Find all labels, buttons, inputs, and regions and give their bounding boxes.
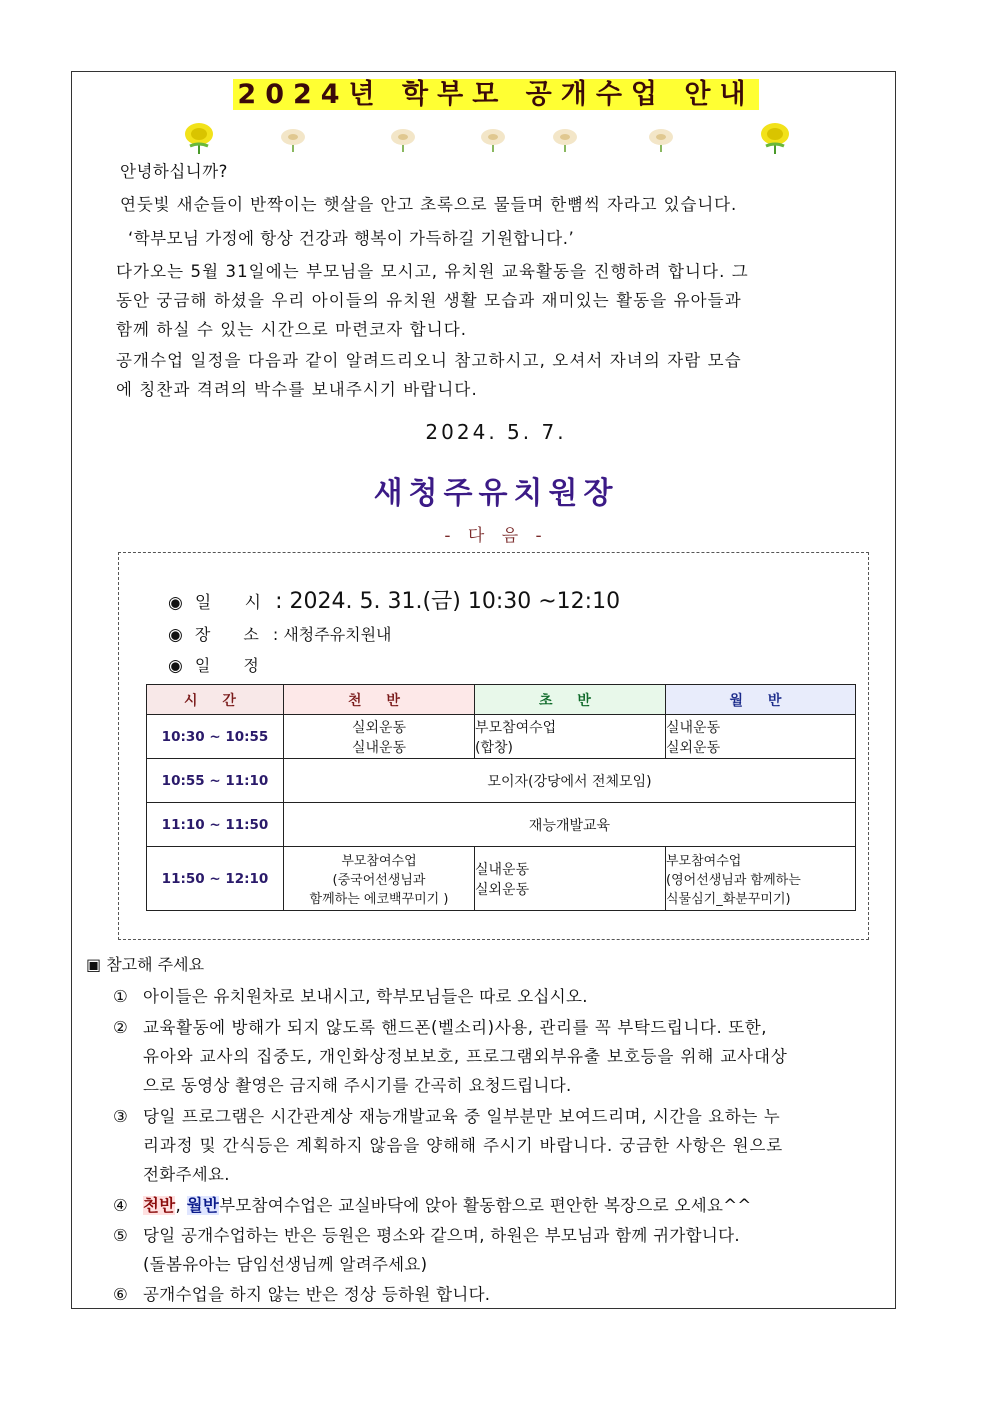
pale-flower-icon (388, 126, 418, 152)
note-number: ② (113, 1018, 129, 1037)
note-continuation: 으로 동영상 촬영은 금지해 주시기를 간곡히 요청드립니다. (143, 1076, 572, 1095)
principal-signature: 새청주유치원장 (373, 476, 619, 511)
flower-decoration (170, 120, 810, 160)
intro-line: 에 칭찬과 격려의 박수를 보내주시기 바랍니다. (116, 380, 478, 399)
note-continuation: 전화주세요. (143, 1165, 230, 1184)
header-time: 시 간 (147, 685, 284, 715)
wol-cell: 실내운동 실외운동 (666, 715, 856, 759)
pale-flower-icon (550, 126, 580, 152)
header-cheon: 천 반 (284, 685, 475, 715)
bullet-icon: ◉ (168, 625, 183, 645)
note-item: ② 교육활동에 방해가 되지 않도록 핸드폰(벨소리)사용, 관리를 꼭 부탁드립니다. 또한, (113, 1018, 768, 1037)
table-row (147, 847, 856, 911)
note-continuation: (돌봄유아는 담임선생님께 알려주세요) (143, 1255, 428, 1274)
pale-flower-icon (646, 126, 676, 152)
yellow-flower-icon (756, 120, 794, 154)
document-date: 2024. 5. 7. (425, 420, 567, 444)
merged-cell: 모이자(강당에서 전체모임) (284, 759, 856, 803)
info-where (168, 622, 392, 645)
pale-flower-icon (278, 126, 308, 152)
following-heading: - 다 음 - (444, 526, 548, 546)
document-title: 2024년 학부모 공개수업 안내 (0, 72, 992, 111)
table-row (147, 759, 856, 803)
yellow-flower-icon (180, 120, 218, 154)
intro-line: 공개수업 일정을 다음과 같이 알려드리오니 참고하시고, 오셔서 자녀의 자람 모습 (116, 351, 742, 370)
note-number: ⑤ (113, 1226, 129, 1245)
table-row (147, 715, 856, 759)
info-value: : 2024. 5. 31.(금) 10:30 ~12:10 (275, 589, 621, 614)
note-item: ⑤ 당일 공개수업하는 반은 등원은 평소와 같으며, 하원은 부모님과 함께 귀가합니다. (113, 1226, 740, 1245)
merged-cell: 재능개발교육 (284, 803, 856, 847)
cheon-cell: 부모참여수업 (중국어선생님과 함께하는 에코백꾸미기 ) (284, 847, 475, 911)
info-schedule (168, 653, 273, 676)
time-cell: 11:10 ~ 11:50 (147, 803, 284, 847)
note-continuation: 유아와 교사의 집중도, 개인화상정보보호, 프로그램외부유출 보호등을 위해 교사대상 (143, 1047, 788, 1066)
header-cho: 초 반 (475, 685, 666, 715)
intro-line: 연둣빛 새순들이 반짝이는 햇살을 안고 초록으로 물들며 한뼘씩 자라고 있습니다. (120, 195, 738, 214)
table-header-row (147, 685, 856, 715)
note-number: ⑥ (113, 1285, 129, 1304)
intro-line: 다가오는 5월 31일에는 부모님을 모시고, 유치원 교육활동을 진행하려 합니다. 그 (116, 262, 749, 281)
cho-cell: 부모참여수업 (합창) (475, 715, 666, 759)
time-cell: 11:50 ~ 12:10 (147, 847, 284, 911)
wol-cell: 부모참여수업 (영어선생님과 함께하는 식물심기_화분꾸미기) (666, 847, 856, 911)
bullet-icon: ◉ (168, 656, 183, 676)
note-number: ③ (113, 1107, 129, 1126)
note-item: ① 아이들은 유치원차로 보내시고, 학부모님들은 따로 오십시오. (113, 987, 588, 1006)
note-item: ④ 천반, 월반부모참여수업은 교실바닥에 앉아 활동함으로 편안한 복장으로 오세요^^ (113, 1196, 752, 1215)
header-wol: 월 반 (666, 685, 856, 715)
intro-line: 동안 궁금해 하셨을 우리 아이들의 유치원 생활 모습과 재미있는 활동을 유아들과 (116, 291, 742, 310)
note-number: ① (113, 987, 129, 1006)
pale-flower-icon (478, 126, 508, 152)
schedule-table (146, 684, 856, 911)
note-continuation: 리과정 및 간식등은 계획하지 않음을 양해해 주시기 바랍니다. 궁금한 사항은 원으로 (143, 1136, 784, 1155)
intro-line: 함께 하실 수 있는 시간으로 마련코자 합니다. (116, 320, 468, 339)
note-number: ④ (113, 1196, 129, 1215)
note-item: ⑥ 공개수업을 하지 않는 반은 정상 등하원 합니다. (113, 1285, 491, 1304)
class-cheon-highlight: 천반 (143, 1196, 176, 1215)
class-wol-highlight: 월반 (186, 1196, 220, 1215)
note-item: ③ 당일 프로그램은 시간관계상 재능개발교육 중 일부분만 보여드리며, 시간을 요하는 누 (113, 1107, 781, 1126)
table-row (147, 803, 856, 847)
intro-line: ‘학부모님 가정에 항상 건강과 행복이 가득하길 기원합니다.’ (128, 229, 575, 248)
info-when (168, 584, 620, 615)
time-cell: 10:30 ~ 10:55 (147, 715, 284, 759)
notes-heading: ▣ 참고해 주세요 (86, 955, 205, 974)
info-label: 장 소 (194, 625, 273, 644)
cho-cell: 실내운동 실외운동 (475, 847, 666, 911)
info-label: 일 정 (194, 656, 273, 675)
info-label: 일 시 (194, 593, 276, 613)
info-value: : 새청주유치원내 (272, 625, 392, 644)
bullet-icon: ◉ (168, 593, 183, 613)
cheon-cell: 실외운동 실내운동 (284, 715, 475, 759)
greeting: 안녕하십니까? (120, 162, 228, 181)
time-cell: 10:55 ~ 11:10 (147, 759, 284, 803)
